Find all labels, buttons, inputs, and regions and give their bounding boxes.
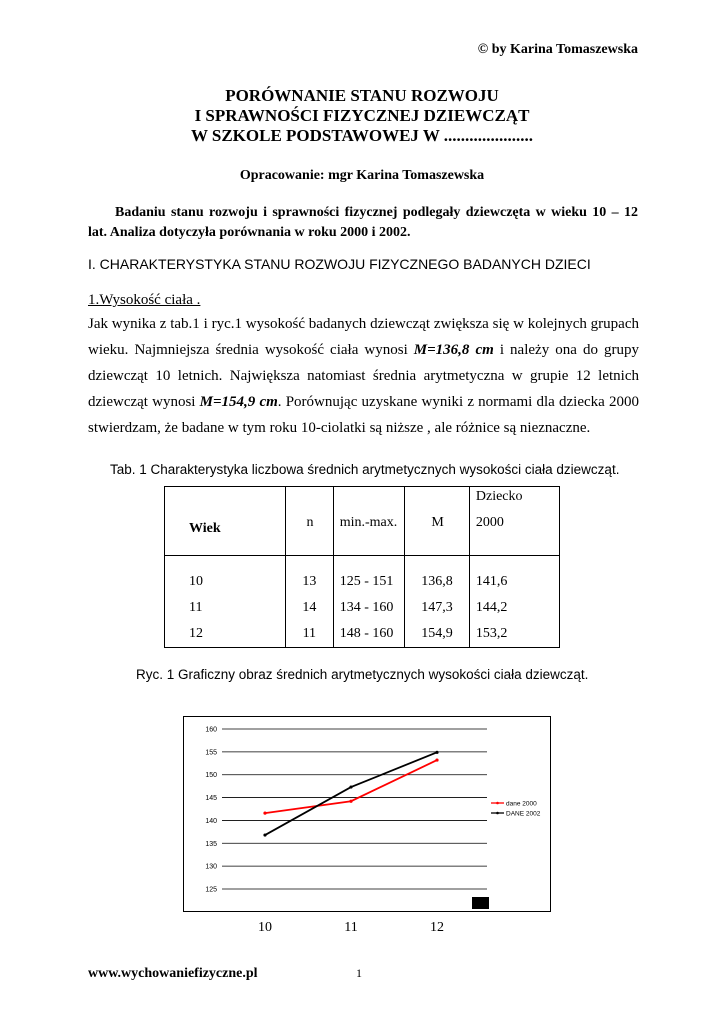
table-cell: 144,2 [475, 600, 508, 615]
paragraph-text-1: Jak wynika z tab.1 i ryc.1 wysokość badanych dziewcząt zwiększa się w kolejnych grupach wieku. Najmniejsza średnia wysokość ciała wynosi [88, 316, 639, 358]
table-cell: 141,6 [475, 574, 508, 589]
table-cell: 11 [302, 626, 317, 641]
table-cell: 10 [189, 574, 203, 589]
legend-marker [496, 802, 499, 805]
header-m: M [405, 487, 470, 556]
table-cell: 147,3 [421, 600, 453, 615]
data-point [435, 758, 438, 761]
legend-key-box [472, 897, 489, 909]
legend-label: DANE 2002 [506, 810, 541, 818]
data-point [263, 812, 266, 815]
author-line: Opracowanie: mgr Karina Tomaszewska [239, 168, 485, 183]
y-tick-label: 135 [205, 840, 217, 848]
y-tick-label: 125 [205, 886, 217, 894]
table-cell: 134 - 160 [339, 600, 394, 615]
series-line-1 [265, 752, 437, 835]
intro-paragraph: Badaniu stanu rozwoju i sprawności fizycznej podlegały dziewczęta w wieku 10 – 12 lat. Analiza dotyczyła porównania w roku 2000 i 2002. [88, 205, 638, 240]
header-dziecko: Dziecko 2000 [469, 487, 559, 556]
table-cell: 154,9 [421, 626, 453, 641]
y-tick-label: 140 [205, 817, 217, 825]
data-point [263, 833, 266, 836]
table-cell: 148 - 160 [339, 626, 394, 641]
table-cell: 12 [189, 626, 203, 641]
table-cell: 153,2 [475, 626, 508, 641]
table-cell: 11 [189, 600, 203, 615]
legend-label: dane 2000 [506, 800, 537, 808]
x-tick-label: 10 [258, 920, 272, 935]
table-cell: 125 - 151 [339, 574, 394, 589]
table-cell: 14 [302, 600, 317, 615]
y-tick-label: 160 [205, 726, 217, 734]
y-tick-label: 145 [205, 795, 217, 803]
x-tick-label: 11 [344, 920, 358, 935]
copyright-notice: © by Karina Tomaszewska [477, 42, 638, 57]
table-cell: 136,8 [421, 574, 453, 589]
title-line-3: W SZKOLE PODSTAWOWEJ W ..................... [190, 126, 534, 145]
y-tick-label: 150 [205, 772, 217, 780]
section-heading: I. CHARAKTERYSTYKA STANU ROZWOJU FIZYCZNEGO BADANYCH DZIECI [88, 256, 591, 272]
data-point [349, 800, 352, 803]
x-tick-label: 12 [430, 920, 444, 935]
title-line-1: PORÓWNANIE STANU ROZWOJU [225, 86, 499, 105]
paragraph-text-3: . Porównując uzyskane wyniki z normami dla dziecka 2000 stwierdzam, że badane w tym roku 10-ciolatki są niższe , ale różnice są nieznaczne. [88, 394, 639, 436]
paragraph-highlight-min: M=136,8 cm [413, 342, 494, 358]
title-line-2: I SPRAWNOŚCI FIZYCZNEJ DZIEWCZĄT [194, 106, 530, 125]
header-minmax: min.-max. [333, 487, 404, 556]
y-tick-label: 155 [205, 749, 217, 757]
data-point [435, 751, 438, 754]
paragraph-text-2: i należy ona do grupy dziewcząt 10 letnich. Największa natomiast średnia arytmetyczna w grupie 12 letnich dziewcząt wynosi [88, 342, 639, 410]
header-wiek: Wiek [165, 487, 286, 556]
table-caption: Tab. 1 Charakterystyka liczbowa średnich arytmetycznych wysokości ciała dziewcząt. [110, 462, 620, 477]
subheading: 1.Wysokość ciała . [88, 292, 201, 308]
paragraph-highlight-max: M=154,9 cm [199, 394, 278, 410]
table-cell: 13 [302, 574, 317, 589]
legend-marker [496, 812, 499, 815]
page-number: 1 [356, 966, 362, 980]
footer-url: www.wychowaniefizyczne.pl [88, 966, 258, 981]
figure-caption: Ryc. 1 Graficzny obraz średnich arytmetycznych wysokości ciała dziewcząt. [136, 667, 589, 682]
data-point [349, 785, 352, 788]
header-n: n [285, 487, 333, 556]
y-tick-label: 130 [205, 863, 217, 871]
